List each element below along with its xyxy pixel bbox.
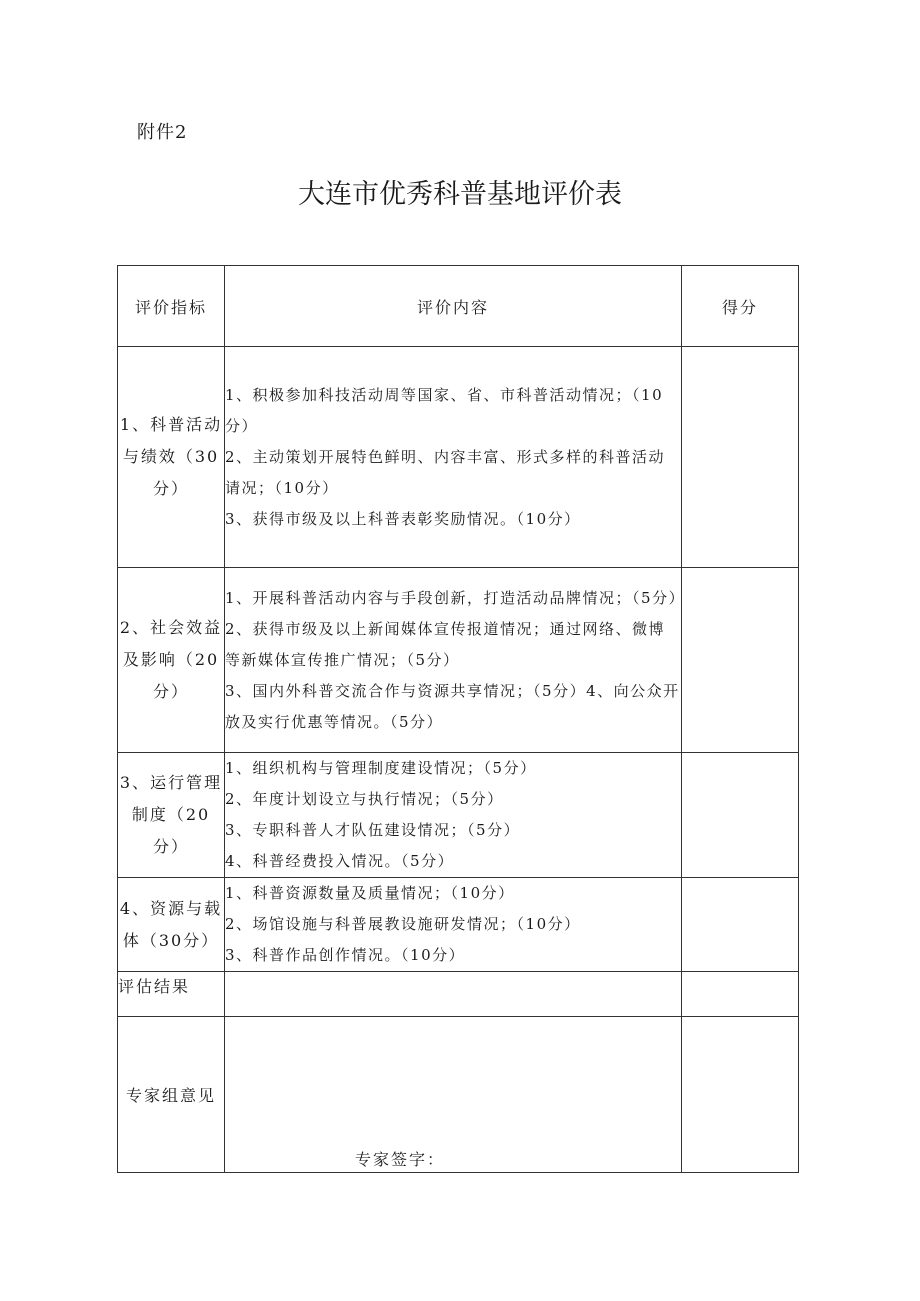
criteria-item: 3、获得市级及以上科普表彰奖励情况。（10分） (225, 509, 581, 528)
table-row (118, 347, 799, 568)
result-content-cell[interactable] (225, 972, 682, 1017)
content-cell (225, 568, 686, 753)
category-line: 1、科普活动 (119, 415, 223, 434)
header-score: 得分 (682, 266, 799, 347)
table-row (118, 568, 799, 753)
score-cell[interactable] (682, 568, 799, 753)
category-line: 2、社会效益 (119, 618, 223, 637)
criteria-item: 3、科普作品创作情况。（10分） (225, 946, 466, 964)
table-row (118, 972, 799, 1017)
category-cell (118, 347, 225, 568)
result-score-cell[interactable] (682, 972, 799, 1017)
category-cell (118, 878, 225, 972)
category-line: 3、运行管理 (119, 773, 223, 792)
opinion-label: 专家组意见 (118, 1017, 225, 1173)
signature-label: 专家签字： (355, 1150, 446, 1169)
score-cell[interactable] (682, 878, 799, 972)
criteria-item: 1、开展科普活动内容与手段创新，打造活动品牌情况；（5分） (225, 588, 686, 607)
header-content: 评价内容 (225, 266, 682, 347)
category-cell (118, 753, 225, 878)
category-line: 分） (152, 682, 189, 701)
result-label: 评估结果 (118, 972, 225, 1017)
table-row (118, 1017, 799, 1173)
table-header-row (118, 266, 799, 347)
score-cell[interactable] (682, 347, 799, 568)
category-line: 与绩效（30 (122, 447, 220, 466)
content-cell (225, 753, 682, 878)
criteria-item: 1、组织机构与管理制度建设情况；（5分） (225, 759, 537, 777)
opinion-score-cell[interactable] (682, 1017, 799, 1173)
category-line: 体（30分） (122, 930, 220, 950)
criteria-item: 1、科普资源数量及质量情况；（10分） (225, 884, 515, 902)
content-cell (225, 347, 682, 568)
table-row (118, 878, 799, 972)
attachment-label: 附件2 (137, 122, 188, 143)
category-cell (118, 568, 225, 753)
category-line: 4、资源与载 (119, 898, 223, 918)
criteria-item: 2、主动策划开展特色鲜明、内容丰富、形式多样的科普活动请况；（10分） (225, 447, 666, 497)
category-line: 分） (152, 479, 189, 498)
page-title: 大连市优秀科普基地评价表 (298, 179, 622, 210)
header-indicator: 评价指标 (118, 266, 225, 347)
opinion-content-cell[interactable] (225, 1017, 682, 1173)
category-line: 分） (152, 837, 189, 856)
category-line: 及影响（20 (122, 650, 220, 669)
criteria-item: 3、专职科普人才队伍建设情况；（5分） (225, 821, 521, 839)
criteria-item: 3、国内外科普交流合作与资源共享情况；（5分）4、向公众开放及实行优惠等情况。（5分） (225, 681, 680, 731)
table-row (118, 753, 799, 878)
criteria-item: 2、年度计划设立与执行情况；（5分） (225, 790, 504, 808)
evaluation-table (117, 265, 799, 1173)
content-cell (225, 878, 682, 972)
criteria-item: 2、场馆设施与科普展教设施研发情况；（10分） (225, 915, 581, 933)
criteria-item: 4、科普经费投入情况。（5分） (225, 852, 455, 870)
category-line: 制度（20 (131, 805, 211, 824)
score-cell[interactable] (682, 753, 799, 878)
criteria-item: 2、获得市级及以上新闻媒体宣传报道情况；通过网络、微博等新媒体宣传推广情况；（5分） (225, 619, 666, 669)
criteria-item: 1、积极参加科技活动周等国家、省、市科普活动情况；（10分） (225, 385, 664, 435)
